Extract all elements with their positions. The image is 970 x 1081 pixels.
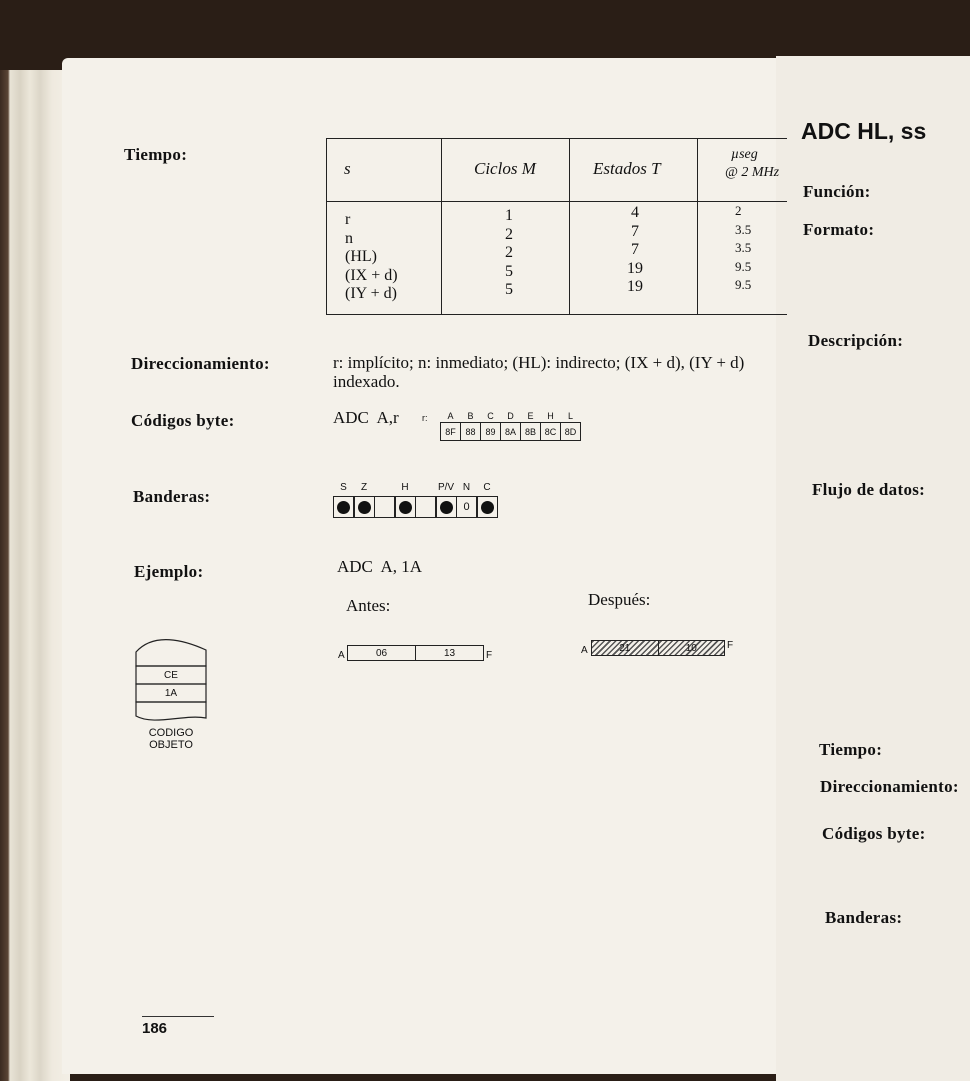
right-label-codigos: Códigos byte: xyxy=(822,824,926,843)
despues-register-af xyxy=(591,640,725,656)
antes-reg-f-value: 13 xyxy=(415,646,483,660)
despues-reg-f-value: 10 xyxy=(658,641,725,655)
flag-cell xyxy=(476,496,498,518)
flag-value: 0 xyxy=(463,501,470,513)
timing-table xyxy=(326,138,787,315)
table-header-s: s xyxy=(344,159,351,178)
byte-code-cell: 8B xyxy=(520,422,541,441)
page-number-rule xyxy=(142,1016,214,1017)
label-ejemplo: Ejemplo: xyxy=(134,562,204,581)
flag-affected-dot xyxy=(481,501,494,514)
flag-cell xyxy=(456,496,478,518)
right-label-banderas: Banderas: xyxy=(825,908,903,927)
byte-code-cell: 8C xyxy=(540,422,561,441)
right-label-descripcion: Descripción: xyxy=(808,331,904,350)
antes-reg-a-value: 06 xyxy=(375,647,388,659)
flag-affected-dot xyxy=(337,501,350,514)
direccionamiento-text: r: implícito; n: inmediato; (HL): indirecto; (IX + d), (IY + d) xyxy=(333,353,745,372)
byte-code-header: L xyxy=(567,411,573,421)
label-direccionamiento: Direccionamiento: xyxy=(131,354,270,373)
direccionamiento-text-2: indexado. xyxy=(333,372,400,391)
byte-code-cell: 89 xyxy=(480,422,501,441)
table-header-estados: Estados T xyxy=(593,159,661,178)
ejemplo-antes-label: Antes: xyxy=(346,596,391,615)
codigos-mnemonic: ADC A,r xyxy=(333,408,399,427)
byte-code-cell: 8F xyxy=(440,422,461,441)
byte-code-header: B xyxy=(467,411,474,421)
despues-reg-a-value: 21 xyxy=(619,642,631,654)
flag-cell xyxy=(435,496,457,518)
book-page-edges xyxy=(0,70,70,1081)
flag-cell xyxy=(394,496,416,518)
right-label-direccionamiento: Direccionamiento: xyxy=(820,777,959,796)
antes-reg-a-label: A xyxy=(338,650,345,661)
table-header-useg: µseg xyxy=(731,147,758,162)
table-header-ciclos: Ciclos M xyxy=(474,159,536,178)
byte-code-header: E xyxy=(527,411,534,421)
antes-register-af xyxy=(347,645,484,661)
ejemplo-despues-label: Después: xyxy=(588,590,651,609)
antes-reg-f-label: F xyxy=(486,650,493,661)
table-col-ciclos: 1 2 2 5 5 xyxy=(505,207,513,298)
table-header-mhz: @ 2 MHz xyxy=(725,165,780,180)
byte-code-cell: 8A xyxy=(500,422,521,441)
flag-cell xyxy=(415,496,437,518)
right-label-formato: Formato: xyxy=(803,220,875,239)
flag-cell xyxy=(374,496,396,518)
flag-letter xyxy=(374,482,396,496)
codigo-objeto-caption-1: CODIGO xyxy=(148,727,194,739)
byte-code-cell: 88 xyxy=(460,422,481,441)
flag-affected-dot xyxy=(440,501,453,514)
flag-letter: N xyxy=(462,482,471,493)
table-col-s: r n (HL) (IX + d) (IY + d) xyxy=(345,211,398,302)
byte-code-header: H xyxy=(547,411,554,421)
flag-cell xyxy=(353,496,375,518)
label-codigos-byte: Códigos byte: xyxy=(131,411,235,430)
flag-affected-dot xyxy=(358,501,371,514)
flag-letter xyxy=(415,482,437,496)
flag-letter: S xyxy=(340,482,347,493)
label-tiempo: Tiempo: xyxy=(124,145,188,164)
flags-register xyxy=(334,482,498,518)
flag-letter: P/V xyxy=(437,482,455,493)
flag-cell xyxy=(333,496,355,518)
codigo-objeto-byte-2: 1A xyxy=(164,688,178,699)
flag-affected-dot xyxy=(399,501,412,514)
right-label-tiempo: Tiempo: xyxy=(819,740,883,759)
flag-letter: C xyxy=(483,482,491,493)
codigo-objeto-caption-2: OBJETO xyxy=(149,739,193,751)
table-col-useg: 2 3.5 3.5 9.5 9.5 xyxy=(735,203,752,292)
label-banderas: Banderas: xyxy=(133,487,211,506)
codigo-objeto-byte-1: CE xyxy=(164,670,178,681)
right-label-funcion: Función: xyxy=(803,182,871,201)
table-col-estados: 4 7 7 19 19 xyxy=(627,204,643,295)
codigos-r-label: r: xyxy=(422,413,428,423)
byte-code-header: D xyxy=(507,411,514,421)
ejemplo-instruction: ADC A, 1A xyxy=(337,557,423,576)
page-number: 186 xyxy=(142,1020,168,1037)
despues-reg-a-label: A xyxy=(581,645,588,656)
byte-code-header: A xyxy=(447,411,454,421)
flag-letter: Z xyxy=(360,482,368,493)
byte-code-grid xyxy=(441,411,581,441)
codigo-objeto-memory-icon xyxy=(134,636,208,726)
despues-reg-f-label: F xyxy=(727,640,734,651)
byte-code-cell: 8D xyxy=(560,422,581,441)
right-label-flujo: Flujo de datos: xyxy=(812,480,926,499)
right-page-title: ADC HL, ss xyxy=(801,118,927,144)
flag-letter: H xyxy=(401,482,409,493)
byte-code-header: C xyxy=(487,411,494,421)
